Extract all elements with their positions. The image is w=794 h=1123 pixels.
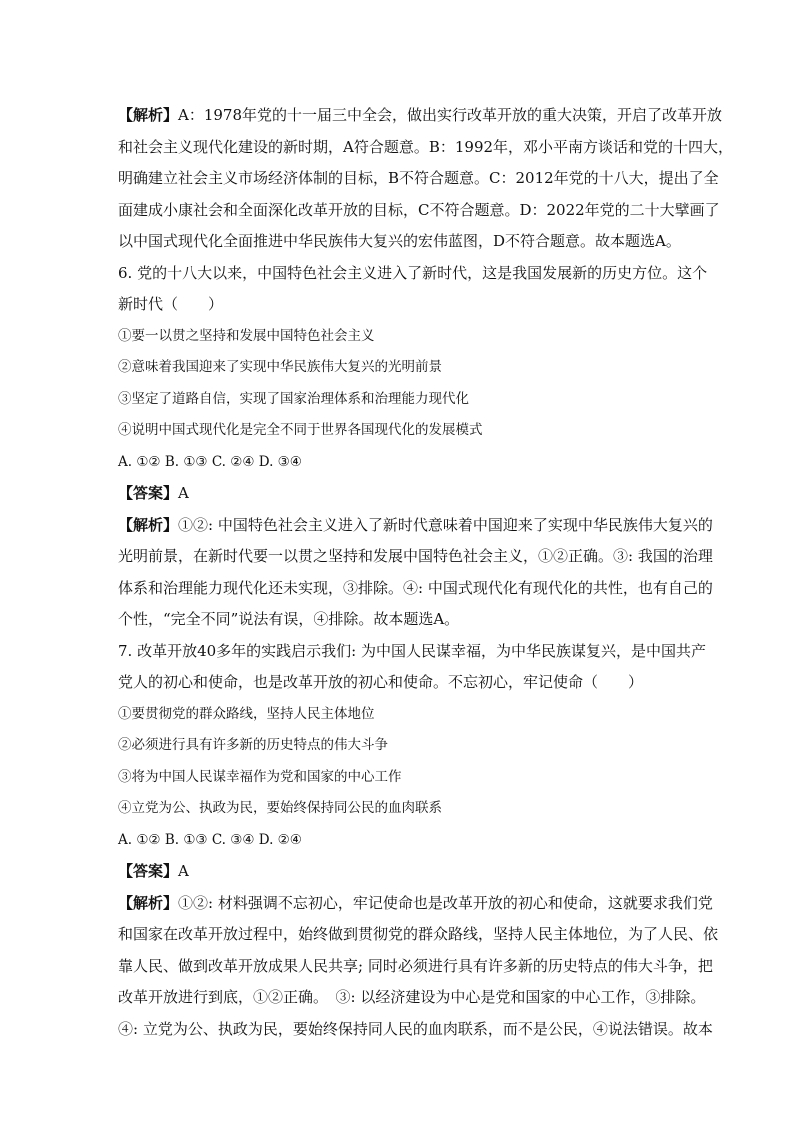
question-7 <box>118 636 719 1046</box>
analysis-q5-line-3: 明确建立社会主义市场经济体制的目标，B不符合题意。C：2012年党的十八大，提出了全 <box>118 169 719 187</box>
question-6-analysis-tag: 【解析】 <box>118 515 179 534</box>
question-7-stem-line-2: 党人的初心和使命，也是改革开放的初心和使命。不忘初心，牢记使命（ ） <box>118 673 644 691</box>
question-7-analysis-line-5: ④: 立党为公、执政为民，要始终保持同人民的血肉联系，而不是公民，④说法错误。故本 <box>118 1019 713 1038</box>
question-6-choices: A. ①② B. ①③ C. ②④ D. ③④ <box>118 453 302 470</box>
question-7-analysis-line-1: 【解析】①②: 材料强调不忘初心，牢记使命也是改革开放的初心和使命，这就要求我们党 <box>118 893 713 912</box>
question-7-statement-4: ④立党为公、执政为民，要始终保持同公民的血肉联系 <box>118 800 442 816</box>
question-6-stem-line-1: 6. 党的十八大以来，中国特色社会主义进入了新时代，这是我国发展新的历史方位。这个 <box>118 263 708 282</box>
question-6-stem-line-2: 新时代（ ） <box>118 295 224 313</box>
question-6-answer <box>118 478 684 510</box>
question-7-answer <box>118 856 684 888</box>
question-6-analysis-line-3: 体系和治理能力现代化还未实现，③排除。④: 中国式现代化有现代化的共性，也有自己的 <box>118 578 713 597</box>
analysis-q5-line-4: 面建成小康社会和全面深化改革开放的目标，C不符合题意。D：2022年党的二十大擘画了 <box>118 200 720 219</box>
question-7-analysis-line-3: 靠人民、做到改革开放成果人民共享; 同时必须进行具有许多新的历史特点的伟大斗争，把 <box>118 956 713 975</box>
page-content <box>118 100 734 1045</box>
question-7-statement-2: ②必须进行具有许多新的历史特点的伟大斗争 <box>118 737 388 753</box>
question-7-statement-3: ③将为中国人民谋幸福作为党和国家的中心工作 <box>118 768 402 785</box>
analysis-q5-line-1: 【解析】A：1978年党的十一届三中全会，做出实行改革开放的重大决策，开启了改革开放 <box>118 106 723 124</box>
analysis-q5-line-5: 以中国式现代化全面推进中华民族伟大复兴的宏伟蓝图，D不符合题意。故本题选A。 <box>118 232 681 250</box>
question-6-analysis-line-2: 光明前景，在新时代要一以贯之坚持和发展中国特色社会主义，①②正确。③: 我国的治理 <box>118 547 713 565</box>
question-6-answer-value: A <box>178 484 189 502</box>
question-7-stem-line-1: 7. 改革开放40多年的实践启示我们: 为中国人民谋幸福，为中华民族谋复兴，是中国共产 <box>118 641 706 660</box>
analysis-q5 <box>118 100 734 258</box>
question-6-statement-4: ④说明中国式现代化是完全不同于世界各国现代化的发展模式 <box>118 422 483 438</box>
question-6-answer-tag: 【答案】 <box>118 484 179 502</box>
analysis-q5-tag: 【解析】 <box>118 106 179 124</box>
question-6-statement-2: ②意味着我国迎来了实现中华民族伟大复兴的光明前景 <box>118 359 442 375</box>
question-6-analysis-line-1: 【解析】①②: 中国特色社会主义进入了新时代意味着中国迎来了实现中华民族伟大复兴的 <box>118 515 713 534</box>
question-7-answer-value: A <box>178 862 189 880</box>
question-7-analysis-line-4: 改革开放进行到底，①②正确。 ③: 以经济建设为中心是党和国家的中心工作，③排除。 <box>118 988 706 1006</box>
analysis-q5-line-2: 和社会主义现代化建设的新时期，A符合题意。B：1992年，邓小平南方谈话和党的十四大， <box>118 137 734 156</box>
question-7-statement-1: ①要贯彻党的群众路线，坚持人民主体地位 <box>118 705 375 722</box>
question-7-answer-tag: 【答案】 <box>118 862 179 880</box>
question-7-choices: A. ①② B. ①③ C. ③④ D. ②④ <box>118 831 302 848</box>
question-7-analysis-line-2: 和国家在改革开放过程中，始终做到贯彻党的群众路线，坚持人民主体地位，为了人民、依 <box>118 925 719 943</box>
question-6-statement-1: ①要一以贯之坚持和发展中国特色社会主义 <box>118 327 375 344</box>
question-6-statement-3: ③坚定了道路自信，实现了国家治理体系和治理能力现代化 <box>118 390 469 407</box>
question-7-analysis-tag: 【解析】 <box>118 893 179 912</box>
question-6-analysis-line-4: 个性，“完全不同”说法有误，④排除。故本题选A。 <box>118 610 460 628</box>
question-6 <box>118 258 713 636</box>
